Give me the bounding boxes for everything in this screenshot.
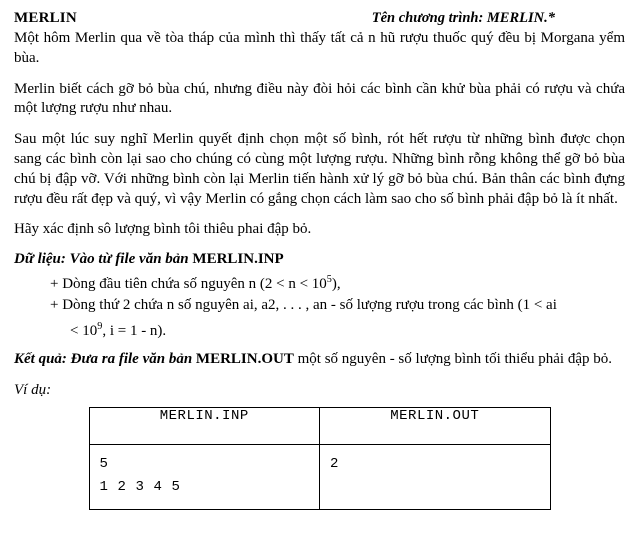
paragraph-1: Một hôm Merlin qua về tòa tháp của mình thì thấy tất cả n hũ rượu thuốc quý đều bị Morgana yểm bùa. bbox=[14, 30, 625, 66]
output-text-suffix: một số nguyên - số lượng bình tối thiểu phải đập bỏ. bbox=[293, 350, 612, 367]
output-label: Kết quả: bbox=[14, 350, 67, 367]
bullet-1-pre: + Dòng đầu tiên chứa số nguyên n (2 < n < 10 bbox=[50, 275, 327, 292]
input-line-1: 5 bbox=[99, 455, 109, 472]
input-text-prefix: Vào từ file văn bản bbox=[69, 251, 193, 268]
cell-output-data bbox=[320, 444, 551, 509]
table-row bbox=[89, 444, 550, 509]
bullet-1-post: ), bbox=[331, 275, 341, 292]
bullet-1-sup: 5 bbox=[326, 273, 332, 285]
page-title: MERLIN bbox=[14, 10, 77, 26]
cell-input-data bbox=[89, 444, 320, 509]
bullet-2-pre: + Dòng thứ 2 chứa n số nguyên ai, a2, . . . , an - số lượng rượu trong các bình (1 < ai bbox=[50, 297, 557, 314]
example-table bbox=[89, 407, 551, 510]
table-header-row bbox=[89, 407, 550, 444]
list-item bbox=[50, 295, 625, 315]
column-header-input: MERLIN.INP bbox=[89, 407, 320, 444]
program-name: Tên chương trình: MERLIN.* bbox=[371, 10, 555, 26]
input-bullet-list bbox=[14, 274, 625, 316]
column-header-output: MERLIN.OUT bbox=[320, 407, 551, 444]
output-line-1: 2 bbox=[330, 455, 340, 472]
input-file-name: MERLIN.INP bbox=[192, 251, 284, 268]
output-file-name: MERLIN.OUT bbox=[195, 350, 294, 367]
output-text-prefix: Đưa ra file văn bản bbox=[70, 350, 196, 367]
bullet-continuation-pre: < 10 bbox=[70, 323, 98, 340]
bullet-continuation-post: , i = 1 - n). bbox=[102, 323, 167, 340]
list-item bbox=[50, 274, 625, 294]
bullet-continuation-sup: 9 bbox=[97, 321, 103, 333]
input-label: Dữ liệu: bbox=[14, 251, 66, 268]
bullet-continuation bbox=[14, 321, 625, 341]
input-section-heading bbox=[14, 250, 625, 270]
input-line-2: 1 2 3 4 5 bbox=[99, 478, 181, 495]
paragraph-4: Hãy xác định sô lượng bình tôi thiêu phai đập bỏ. bbox=[14, 221, 312, 238]
paragraph-3: Sau một lúc suy nghĩ Merlin quyết định chọn một số bình, rót hết rượu từ những bình được chọn sang các bình còn lại sao cho chúng có cùng một lượng rượu. Những bình rỗng không thể gỡ bỏ bùa chú bị đập vỡ. Với những bình còn lại Merlin tiến hành xử lý gỡ bỏ bùa chú. Bản thân các bình đựng rượu đều rất đẹp và quý, vì vậy Merlin có gắng chọn cách làm sao cho số bình phải đập bỏ là ít nhất. bbox=[14, 131, 625, 207]
paragraph-2: Merlin biết cách gỡ bỏ bùa chú, nhưng điều này đòi hỏi các bình cần khử bùa phải có rượu và chứa một lượng rượu như nhau. bbox=[14, 80, 625, 117]
example-caption: Ví dụ: bbox=[14, 381, 52, 398]
document-header bbox=[14, 10, 625, 27]
output-section-heading bbox=[14, 350, 625, 370]
